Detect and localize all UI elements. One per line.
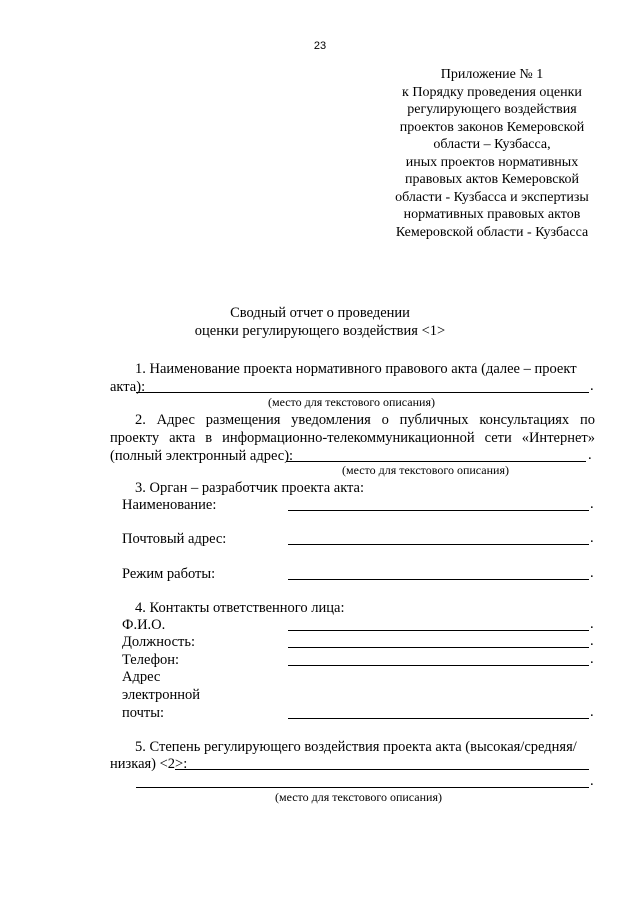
s4-position-field[interactable] <box>288 647 589 648</box>
appendix-line: проектов законов Кемеровской <box>399 119 585 135</box>
s2-line-2: проекту акта в информационно-телекоммуникационной сети «Интернет» <box>110 430 595 446</box>
s2-end-dot: . <box>588 447 592 463</box>
s3-schedule-dot: . <box>590 565 594 581</box>
appendix-line: области – Кузбасса, <box>433 137 551 152</box>
s4-email-label-1: Адрес <box>122 669 161 685</box>
s3-address-label: Почтовый адрес: <box>122 531 227 547</box>
s4-phone-label: Телефон: <box>122 652 180 668</box>
appendix-block <box>374 66 610 241</box>
s5-caption: (место для текстового описания) <box>275 790 442 804</box>
s2-line-3: (полный электронный адрес): <box>110 448 294 464</box>
s2-underline[interactable] <box>286 461 586 462</box>
s3-name-dot: . <box>590 496 594 512</box>
s3-name-field[interactable] <box>288 510 589 511</box>
s1-line-1: 1. Наименование проекта нормативного правового акта (далее – проект <box>135 361 577 377</box>
s5-underline-2[interactable] <box>136 787 589 788</box>
s4-email-dot: . <box>590 704 594 720</box>
appendix-line: области - Кузбасса и экспертизы <box>395 189 589 205</box>
s5-end-dot: . <box>590 773 594 789</box>
s4-email-field[interactable] <box>288 718 589 719</box>
s4-email-label-2: электронной <box>122 687 201 703</box>
title-line-1: Сводный отчет о проведении <box>230 305 410 321</box>
document-title <box>150 304 490 340</box>
s3-name-label: Наименование: <box>122 497 217 513</box>
s5-line-1: 5. Степень регулирующего воздействия проекта акта (высокая/средняя/ <box>135 739 577 755</box>
s4-fio-field[interactable] <box>288 630 589 631</box>
s3-address-field[interactable] <box>288 544 589 545</box>
s1-end-dot: . <box>590 378 594 394</box>
s5-line-2: низкая) <2>: <box>110 756 188 772</box>
s4-heading: 4. Контакты ответственного лица: <box>135 600 345 616</box>
s2-line-1: 2. Адрес размещения уведомления о публичных консультациях по <box>135 412 595 428</box>
s1-underline[interactable] <box>136 392 589 393</box>
title-line-2: оценки регулирующего воздействия <1> <box>194 323 446 339</box>
s5-underline-1[interactable] <box>175 769 589 770</box>
s3-heading: 3. Орган – разработчик проекта акта: <box>135 480 365 496</box>
page-number: 23 <box>313 40 327 52</box>
appendix-line: к Порядку проведения оценки <box>402 84 582 100</box>
s1-line-2: акта): <box>110 379 146 395</box>
appendix-line: Приложение № 1 <box>440 67 544 82</box>
appendix-line: правовых актов Кемеровской <box>404 172 580 187</box>
s2-caption: (место для текстового описания) <box>342 463 509 477</box>
s1-caption: (место для текстового описания) <box>268 395 435 409</box>
s4-position-label: Должность: <box>122 634 195 650</box>
s4-phone-dot: . <box>590 651 594 667</box>
s4-email-label-3: почты: <box>122 705 165 721</box>
s3-address-dot: . <box>590 530 594 546</box>
appendix-line: иных проектов нормативных <box>405 154 579 170</box>
appendix-line: Кемеровской области - Кузбасса <box>395 224 589 240</box>
s4-fio-dot: . <box>590 616 594 632</box>
s3-schedule-field[interactable] <box>288 579 589 580</box>
appendix-line: регулирующего воздействия <box>407 102 577 117</box>
appendix-line: нормативных правовых актов <box>403 207 581 222</box>
s4-position-dot: . <box>590 633 594 649</box>
s4-phone-field[interactable] <box>288 665 589 666</box>
s3-schedule-label: Режим работы: <box>122 566 216 582</box>
s4-fio-label: Ф.И.О. <box>122 617 166 633</box>
